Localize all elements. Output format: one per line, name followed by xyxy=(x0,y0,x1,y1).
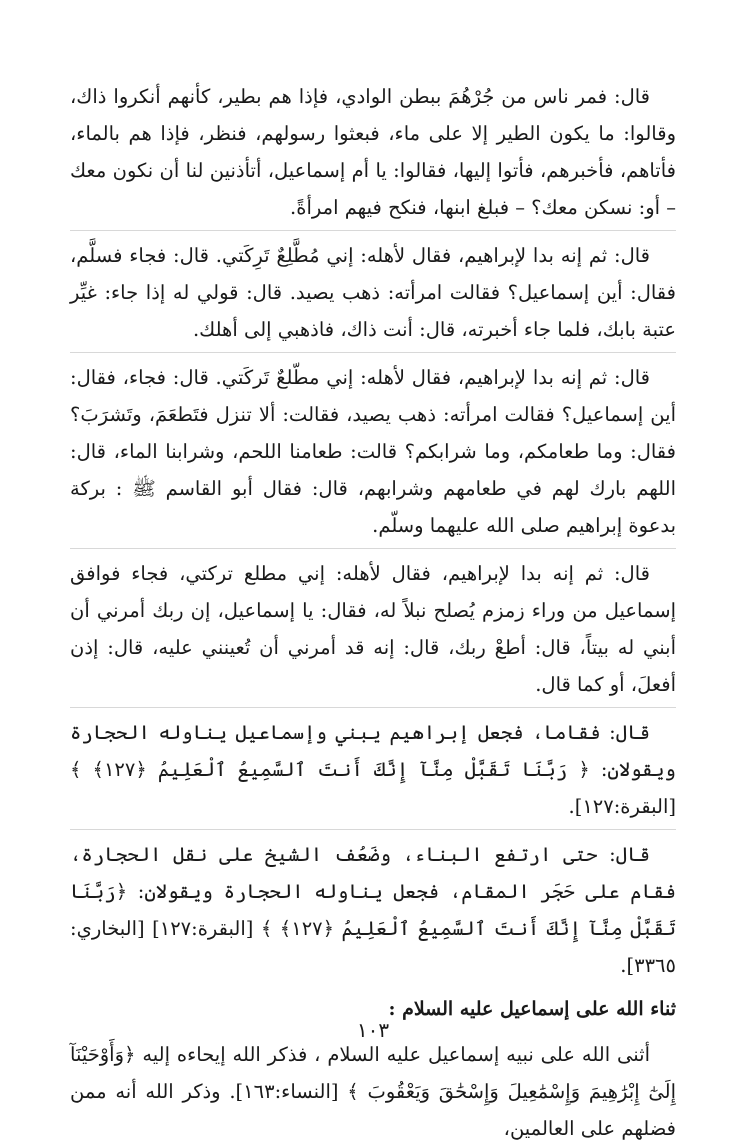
paragraph-praise: أثنى الله على نبيه إسماعيل عليه السلام ، فذكر الله إيحاءه إليه ﴿وَأَوْحَيْنَآ إِلَىٰٓ إِبْرَٰهِيمَ وَإِسْمَٰعِيلَ وَإِسْحَٰقَ وَيَعْقُوبَ ﴾ [النساء:١٦٣]. وذكر الله أنه ممن فضلهم على العالمين، xyxy=(70,1043,677,1140)
paragraph-jurhum: قال: فمر ناس من جُرْهُمَ ببطن الوادي، فإذا هم بطير، كأنهم أنكروا ذاك، وقالوا: ما يكون الطير إلا على ماء، فبعثوا رسولهم، فنظر، فإذا هم بالماء، فأتاهم، فأخبرهم، فأتوا إليها، فقالوا: يا أم إسماعيل، أتأذنين لنا أن نكون معك – أو: نسكن معك؟ – فبلغ ابنها، فنكح فيهم امرأةً. xyxy=(70,85,676,219)
paragraph-third-visit: قال: ثم إنه بدا لإبراهيم، فقال لأهله: إني مطلع تركتي، فجاء فوافق إسماعيل من وراء زمزم يُصلح نبلاً له، فقال: يا إسماعيل، إن ربك أمرني أن أبني له بيتاً، قال: أطعْ ربك، قال: إنه قد أمرني أن تُعينني عليه، قال: إذن أفعلَ، أو كما قال. xyxy=(70,562,676,696)
page-body xyxy=(70,78,676,1147)
paragraph-maqam: قال: حتى ارتفع البناء، وضَعُف الشيخ على نقل الحجارة، فقام على حَجَر المقام، فجعل يناوله الحجارة ويقولان: ﴿رَبَّنَا تَقَبَّلْ مِنَّآ إِنَّكَ أَنتَ ٱلسَّمِيعُ ٱلْعَلِيمُ ﴿١٢٧﴾ ﴾ [البقرة:١٢٧] [البخاري: ٣٣٦٥]. xyxy=(70,843,677,977)
divider xyxy=(70,707,676,708)
paragraph-building: قال: فقاما، فجعل إبراهيم يبني وإسماعيل يناوله الحجارة ويقولان: ﴿ رَبَّنَا تَقَبَّلْ مِنَّآ إِنَّكَ أَنتَ ٱلسَّمِيعُ ٱلْعَلِيمُ ﴿١٢٧﴾ ﴾ [البقرة:١٢٧]. xyxy=(70,721,676,818)
divider xyxy=(70,352,676,353)
divider xyxy=(70,548,676,549)
paragraph-first-visit: قال: ثم إنه بدا لإبراهيم، فقال لأهله: إني مُطَّلِعٌ تَرِكَتي. قال: فجاء فسلَّم، فقال: أين إسماعيل؟ فقالت امرأته: ذهب يصيد. قال: قولي له إذا جاء: غيِّر عتبة بابك، فلما جاء أخبرته، قال: أنت ذاك، فاذهبي إلى أهلك. xyxy=(70,244,676,341)
section-heading: ثناء الله على إسماعيل عليه السلام : xyxy=(388,998,676,1020)
divider xyxy=(70,230,676,231)
page-number: ١٠٣ xyxy=(356,1018,390,1042)
divider xyxy=(70,829,676,830)
paragraph-second-visit: قال: ثم إنه بدا لإبراهيم، فقال لأهله: إني مطّلعٌ تَركَتي. قال: فجاء، فقال: أين إسماعيل؟ فقالت امرأته: ذهب يصيد، فقالت: ألا تنزل فتَطعَمَ، وتَشرَبَ؟ فقال: وما طعامكم، وما شرابكم؟ قالت: طعامنا اللحم، وشرابنا الماء، قال: اللهم بارك لهم في طعامهم وشرابهم، قال: فقال أبو القاسم ﷺ : بركة بدعوة إبراهيم صلى الله عليهما وسلّم. xyxy=(70,366,676,537)
